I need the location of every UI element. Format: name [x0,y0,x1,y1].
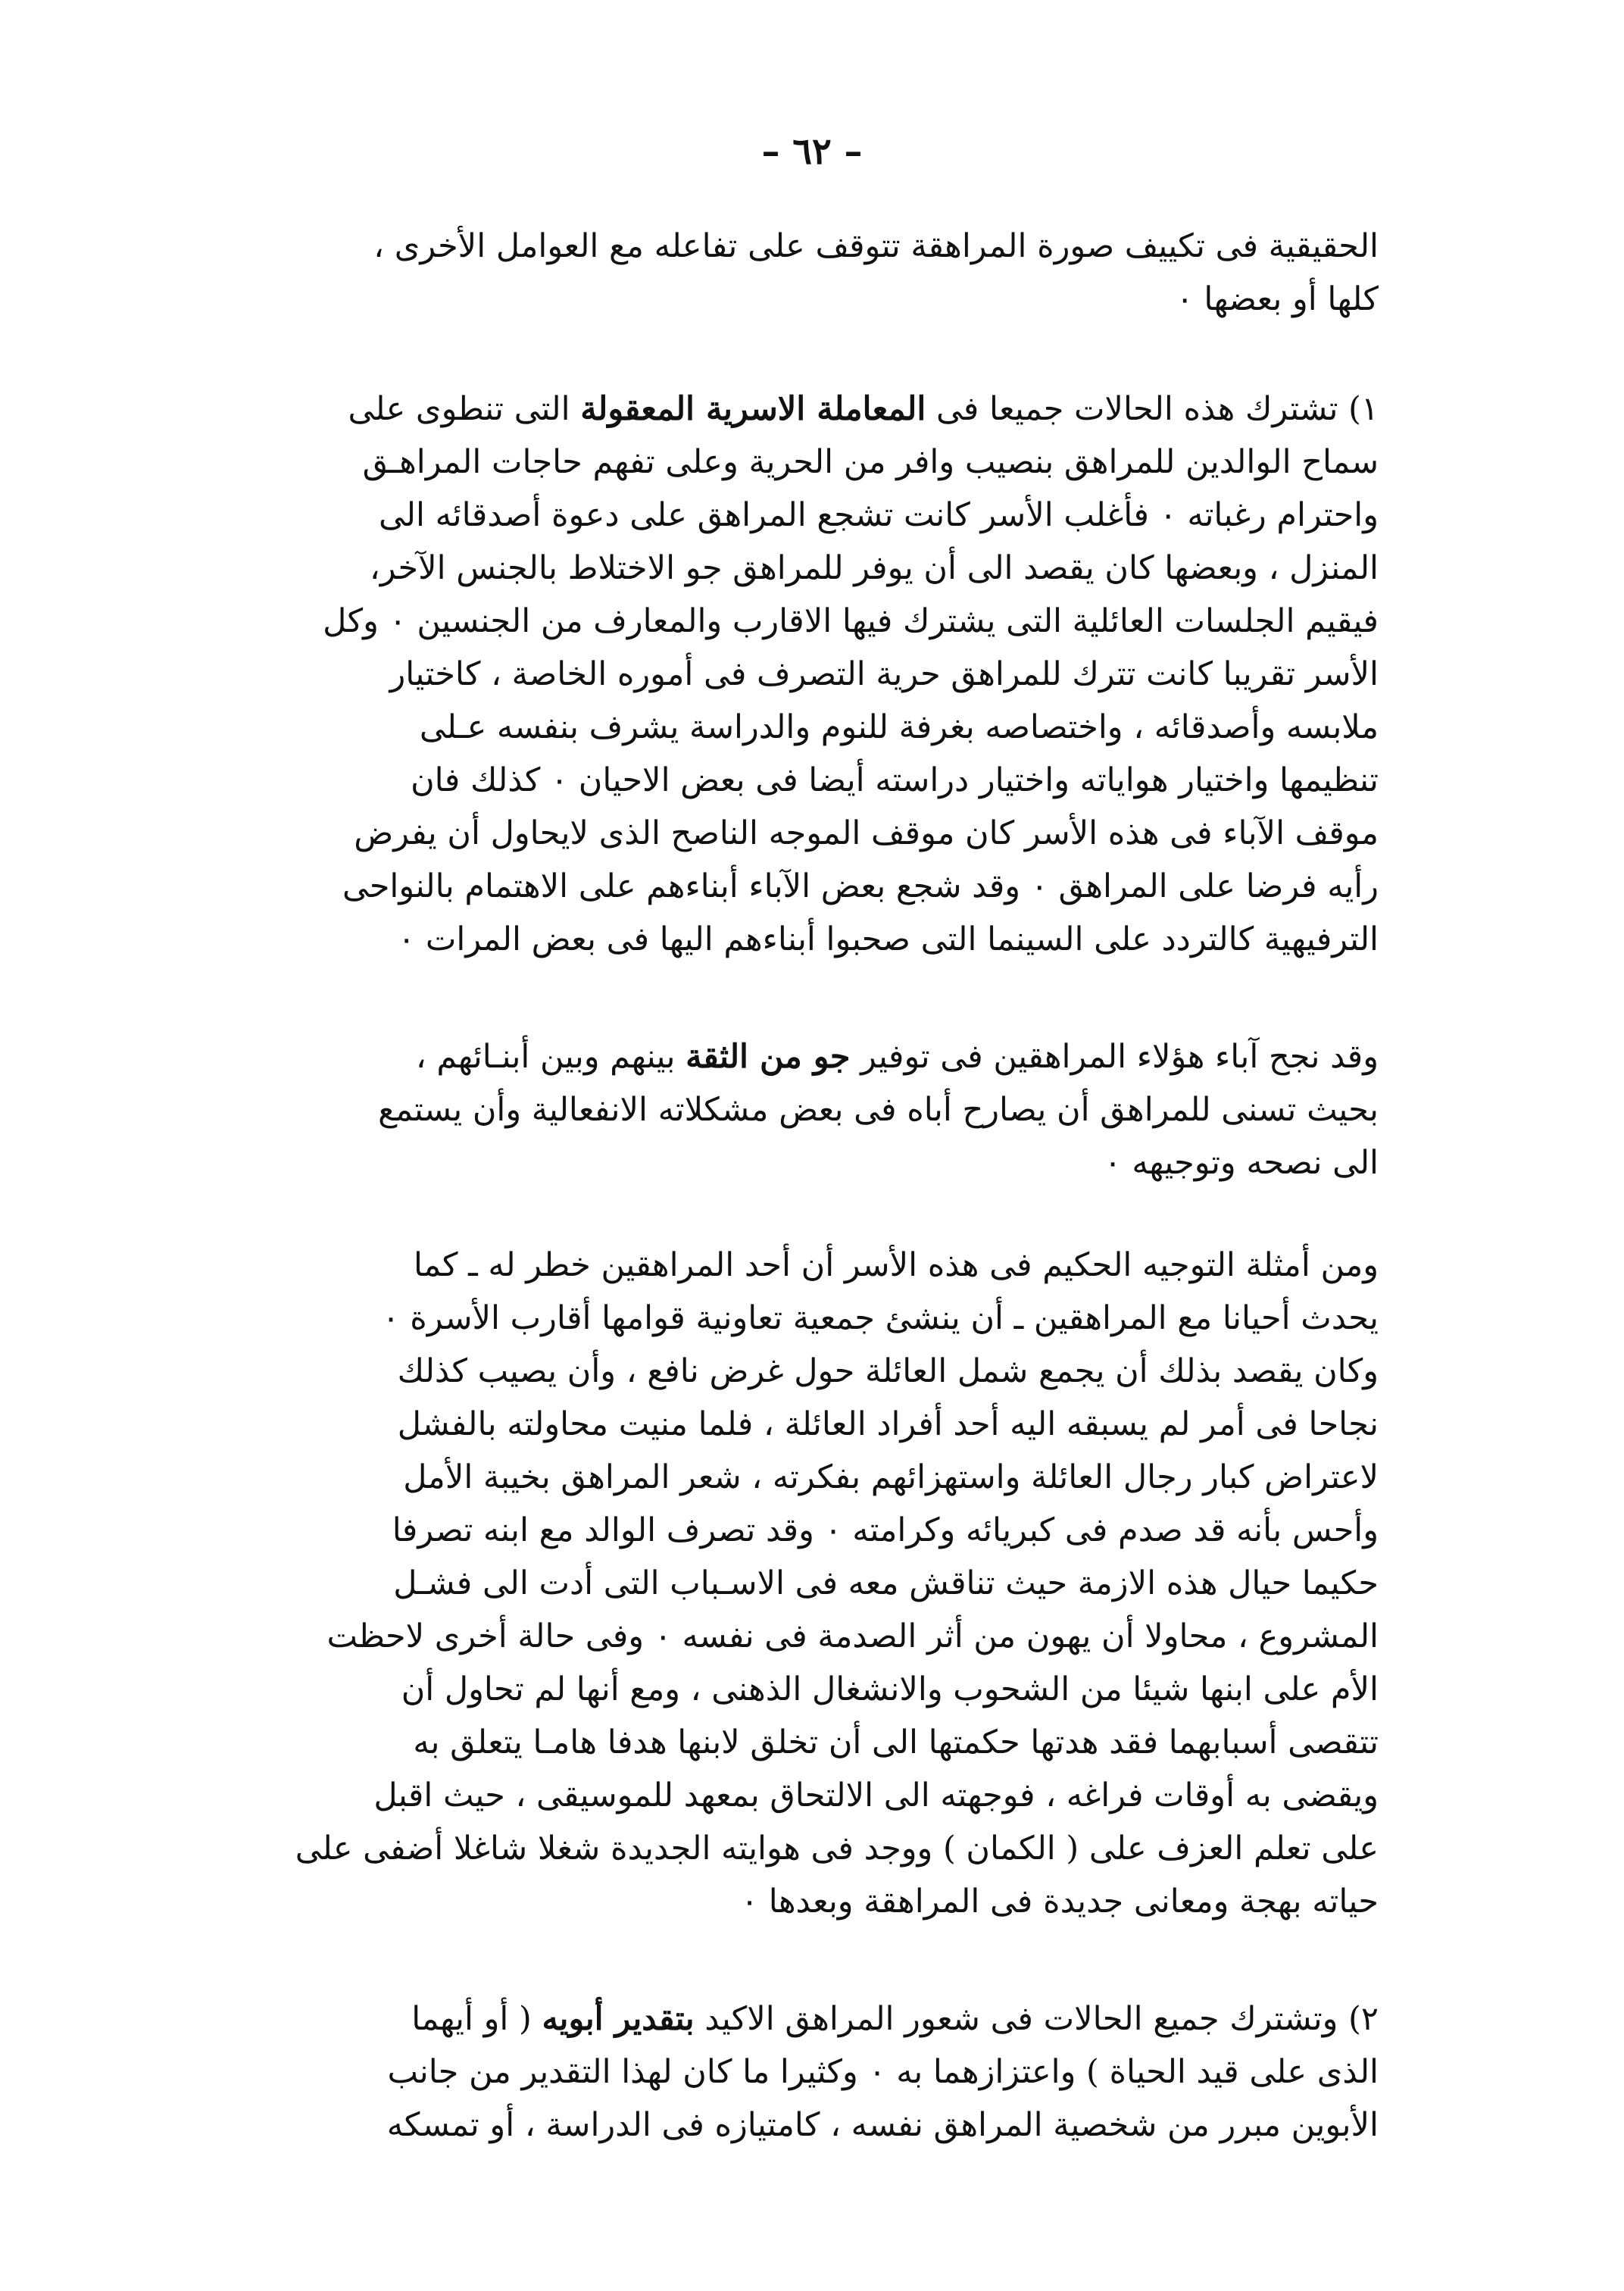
text-line [242,1136,1379,1189]
text-segment: ٢) وتشترك جميع الحالات فى شعور المراهق الاكيد [694,2000,1379,2038]
bold-phrase: جو من الثقة [686,1038,851,1076]
text-segment: ملابسه وأصدقائه ، واختصاصه بغرفة للنوم والدراسة يشرف بنفسه عـلى [419,708,1379,746]
text-segment: الأم على ابنها شيئا من الشحوب والانشغال الذهنى ، ومع أنها لم تحاول أن [401,1671,1379,1708]
text-segment: لاعتراض كبار رجال العائلة واستهزائهم بفكرته ، شعر المراهق بخيبة الأمل [403,1458,1379,1496]
text-segment: رأيه فرضا على المراهق ٠ وقد شجع بعض الآباء أبناءهم على الاهتمام بالنواحى [342,867,1379,905]
text-segment: الحقيقية فى تكييف صورة المراهقة تتوقف على تفاعله مع العوامل الأخرى ، [373,227,1379,265]
text-segment: واحترام رغباته ٠ فأغلب الأسر كانت تشجع المراهق على دعوة أصدقائه الى [379,496,1379,534]
text-segment: سماح الوالدين للمراهق بنصيب وافر من الحرية وعلى تفهم حاجات المراهـق [362,443,1379,481]
text-segment: وكان يقصد بذلك أن يجمع شمل العائلة حول غرض نافع ، وأن يصيب كذلك [397,1352,1379,1390]
page-number: – ٦٢ – [761,130,863,173]
text-line [242,1663,1379,1716]
text-line [242,1345,1379,1398]
text-line [242,383,1379,436]
text-line [242,542,1379,595]
text-segment: الأبوين مبرر من شخصية المراهق نفسه ، كامتيازه فى الدراسة ، أو تمسكه [386,2106,1379,2144]
text-segment: ١) تشترك هذه الحالات جميعا فى [926,390,1379,428]
text-segment: المشروع ، محاولا أن يهون من أثر الصدمة فى نفسه ٠ وفى حالة أخرى لاحظت [326,1617,1379,1655]
text-line [242,1083,1379,1136]
text-line [242,489,1379,542]
text-segment: الذى على قيد الحياة ) واعتزازهما به ٠ وكثيرا ما كان لهذا التقدير من جانب [387,2053,1379,2091]
text-segment: حياته بهجة ومعانى جديدة فى المراهقة وبعدها ٠ [740,1883,1379,1921]
text-segment: تنظيمها واختيار هواياته واختيار دراسته أيضا فى بعض الاحيان ٠ كذلك فان [411,761,1379,799]
text-segment: وأحس بأنه قد صدم فى كبريائه وكرامته ٠ وقد تصرف الوالد مع ابنه تصرفا [392,1511,1379,1549]
text-line [242,1030,1379,1083]
text-line [242,1239,1379,1292]
text-segment: موقف الآباء فى هذه الأسر كان موقف الموجه الناصح الذى لايحاول أن يفرض [354,814,1379,852]
text-line [242,1451,1379,1504]
text-segment: ( أو أيهما [411,2000,542,2038]
text-segment: الترفيهية كالتردد على السينما التى صحبوا أبناءهم اليها فى بعض المرات ٠ [398,920,1379,958]
text-line [242,1398,1379,1451]
text-segment: التى تنطوى على [348,390,581,428]
text-line [242,1504,1379,1557]
paragraph-wise-guidance [242,1239,1379,1928]
paragraph-parental-appreciation [242,1993,1379,2152]
text-segment: ويقضى به أوقات فراغه ، فوجهته الى الالتحاق بمعهد للموسيقى ، حيث اقبل [373,1777,1379,1814]
text-segment: المنزل ، وبعضها كان يقصد الى أن يوفر للمراهق جو الاختلاط بالجنس الآخر، [369,549,1379,587]
text-segment: الأسر تقريبا كانت تترك للمراهق حرية التصرف فى أموره الخاصة ، كاختيار [389,655,1379,693]
text-segment: ومن أمثلة التوجيه الحكيم فى هذه الأسر أن أحد المراهقين خطر له ـ كما [414,1246,1379,1284]
text-line [242,701,1379,754]
text-line [242,595,1379,648]
text-line [242,2099,1379,2152]
text-line [242,273,1379,326]
text-segment: فيقيم الجلسات العائلية التى يشترك فيها الاقارب والمعارف من الجنسين ٠ وكل [323,602,1379,640]
text-segment: بحيث تسنى للمراهق أن يصارح أباه فى بعض مشكلاته الانفعالية وأن يستمع [378,1091,1379,1129]
bold-phrase: المعاملة الاسرية المعقولة [580,390,926,428]
text-line [242,1716,1379,1769]
text-line [242,1993,1379,2046]
text-segment: حكيما حيال هذه الازمة حيث تناقش معه فى الاسـباب التى أدت الى فشـل [393,1564,1379,1602]
text-line [242,754,1379,807]
text-line [242,220,1379,273]
text-line [242,1822,1379,1875]
text-line [242,1769,1379,1822]
text-segment: نجاحا فى أمر لم يسبقه اليه أحد أفراد العائلة ، فلما منيت محاولته بالفشل [397,1405,1379,1443]
text-line [242,860,1379,913]
text-line [242,1292,1379,1345]
text-segment: كلها أو بعضها ٠ [1176,280,1379,318]
text-line [242,1875,1379,1928]
text-segment: تتقصى أسبابهما فقد هدتها حكمتها الى أن تخلق لابنها هدفا هامـا يتعلق به [413,1724,1379,1761]
text-line [242,2046,1379,2099]
text-line [242,648,1379,701]
text-line [242,807,1379,860]
text-segment: بينهم وبين أبنـائهم ، [415,1038,686,1076]
paragraph-trust [242,1030,1379,1189]
text-line [242,1557,1379,1610]
text-segment: على تعلم العزف على ( الكمان ) ووجد فى هوايته الجديدة شغلا شاغلا أضفى على [295,1830,1379,1867]
paragraph-intro-continuation [242,220,1379,326]
text-line [242,913,1379,966]
text-line [242,1610,1379,1663]
bold-phrase: بتقدير أبويه [542,2000,695,2038]
text-segment: الى نصحه وتوجيهه ٠ [1104,1144,1379,1182]
text-segment: وقد نجح آباء هؤلاء المراهقين فى توفير [850,1038,1379,1076]
text-segment: يحدث أحيانا مع المراهقين ـ أن ينشئ جمعية تعاونية قوامها أقارب الأسرة ٠ [382,1299,1379,1337]
paragraph-family-treatment [242,383,1379,966]
text-line [242,436,1379,489]
